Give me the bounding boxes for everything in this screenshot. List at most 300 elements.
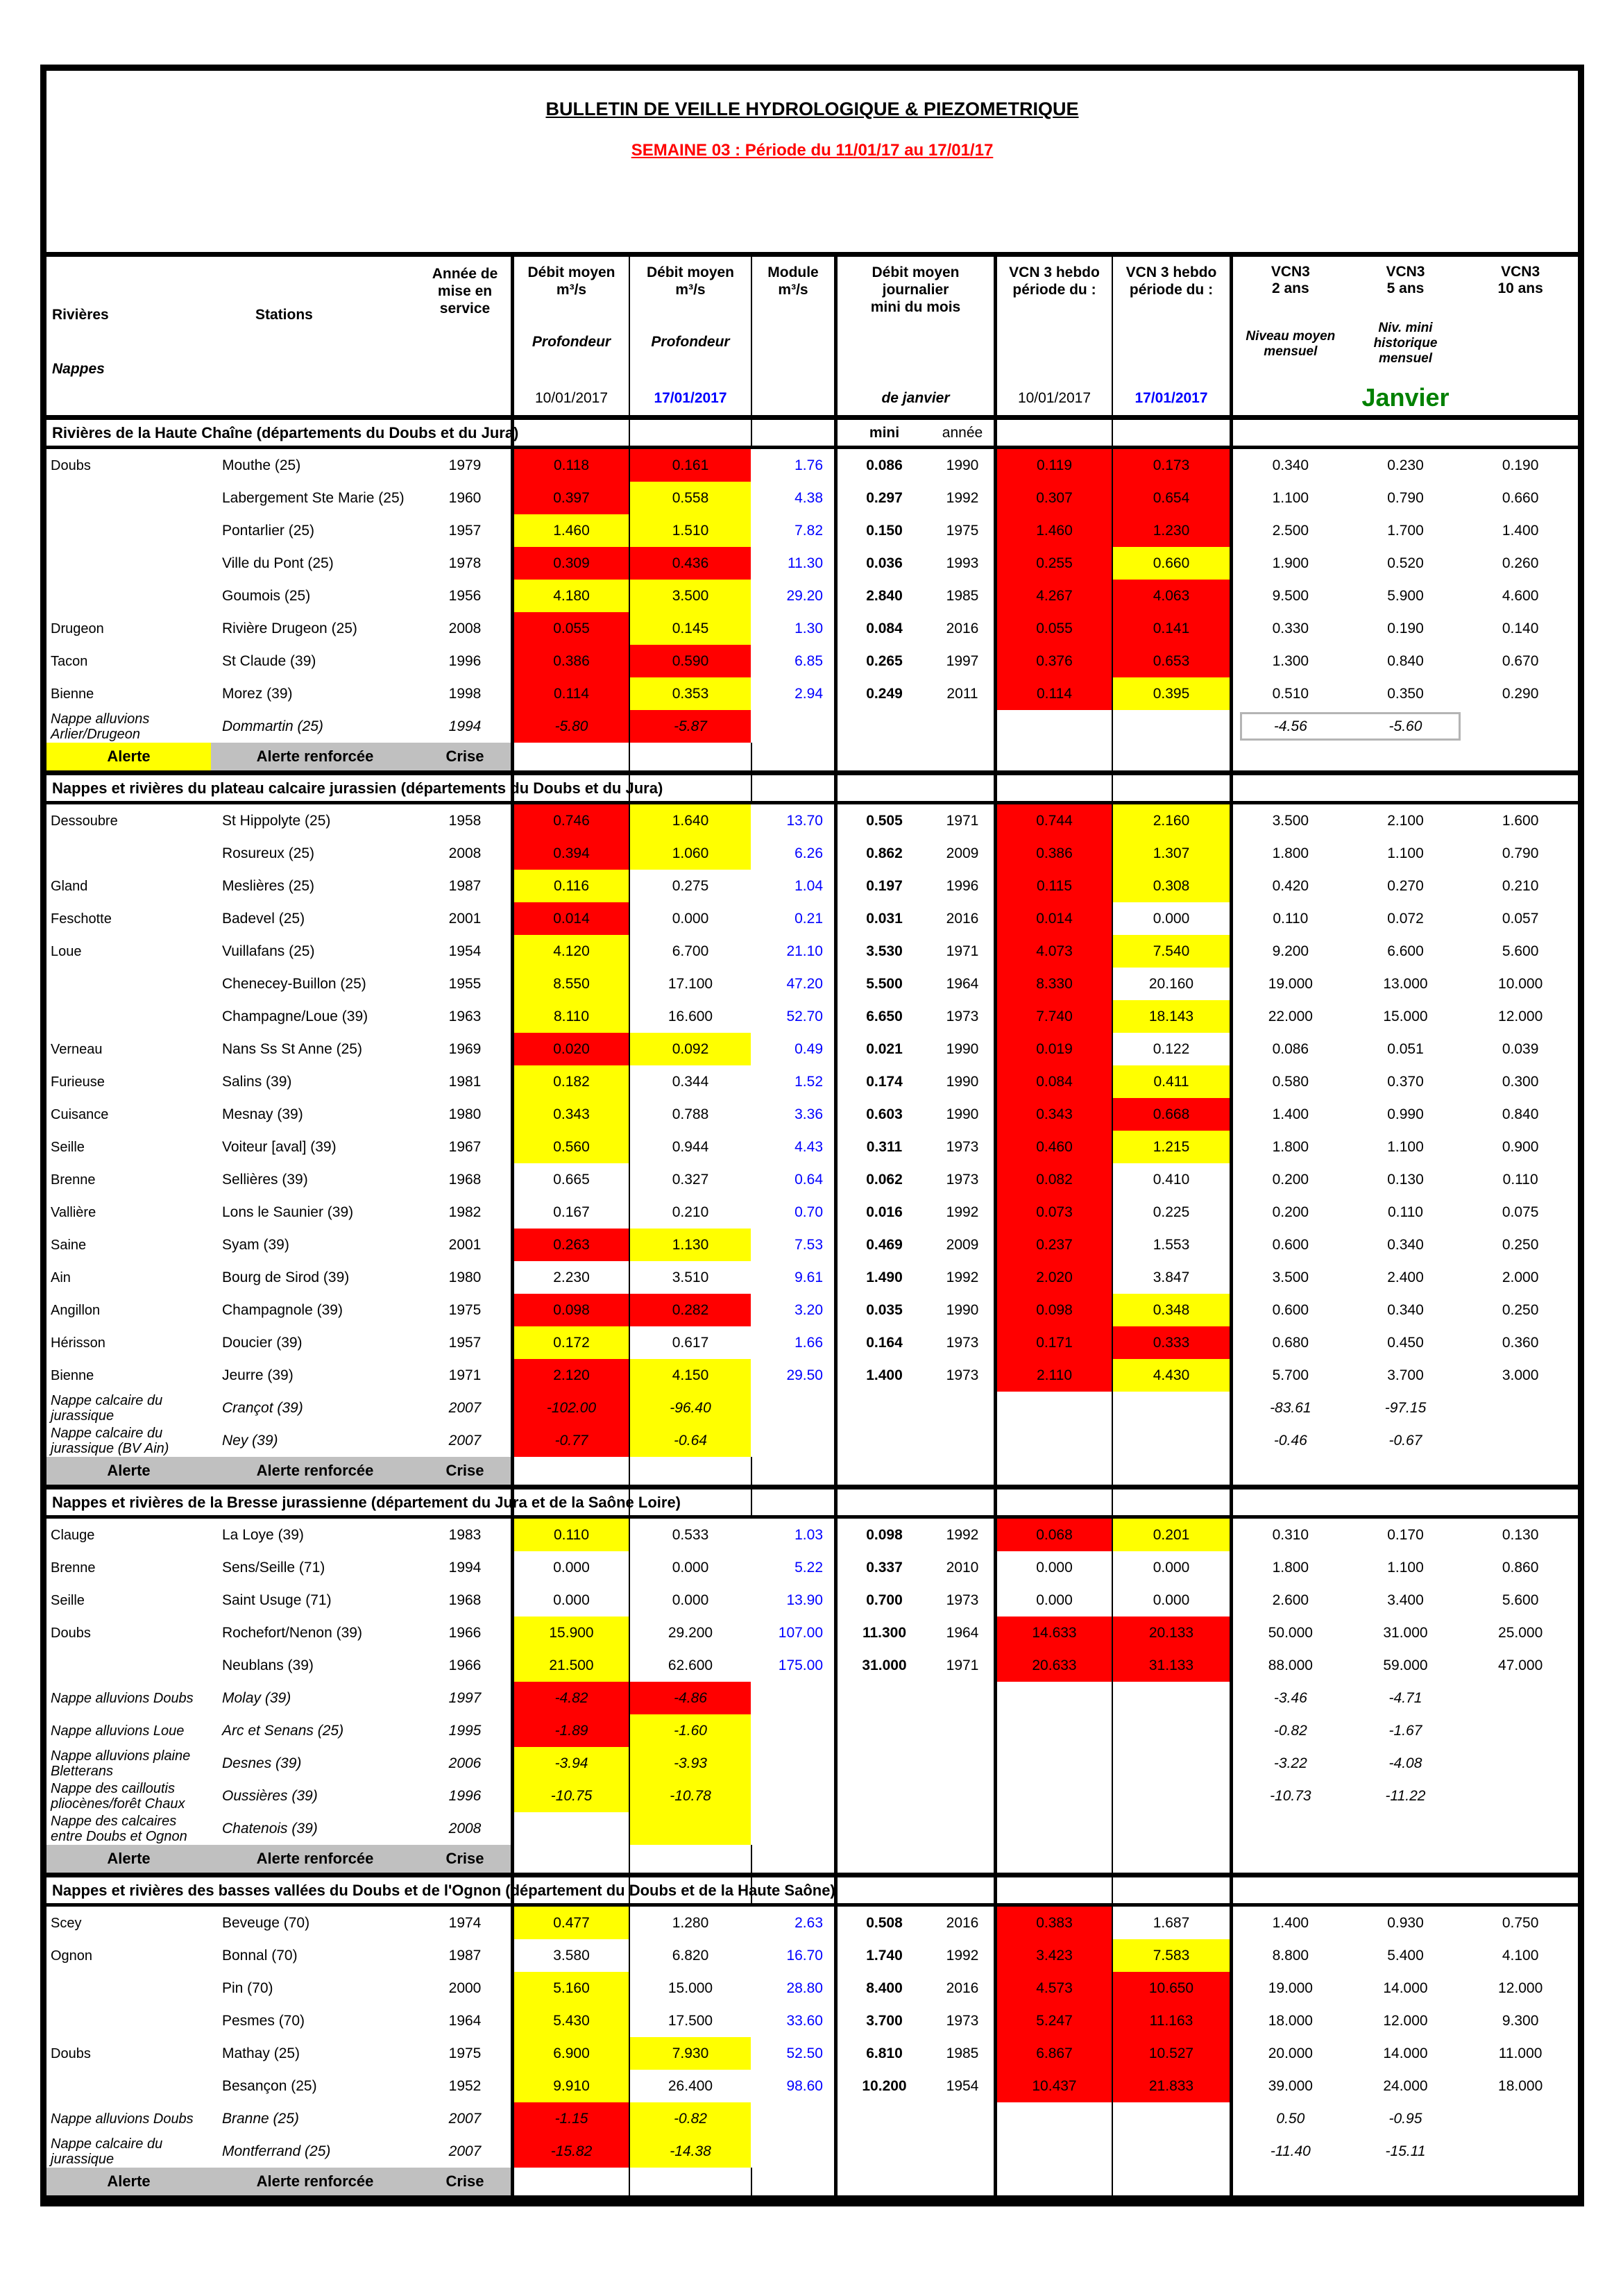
cell-riviere: Nappe alluvions Doubs — [51, 1690, 194, 1706]
cell-module — [751, 1489, 834, 1515]
cell-vcn3-10ans: 1.400 — [1502, 522, 1539, 539]
cell-debit-avg-1: -102.00 — [511, 1392, 629, 1424]
cell-vcn3-10ans: 0.300 — [1502, 1073, 1539, 1090]
cell-station: Neublans (39) — [222, 1657, 314, 1673]
cell-debit-avg-1: 8.110 — [511, 1000, 629, 1033]
header-vcn1-label: VCN 3 hebdo période du : — [1009, 264, 1100, 298]
cell-vcn3-10ans: 0.075 — [1502, 1204, 1539, 1220]
cell-debit-avg-1: 0.309 — [511, 547, 629, 580]
cell-debit-avg-1: 0.746 — [511, 804, 629, 837]
cell-vcn3-group — [1230, 2070, 1578, 2102]
cell-mini-annee: 1954 — [946, 2077, 979, 2094]
cell-vcn-hebdo-2: 1.687 — [1112, 1907, 1230, 1939]
header-annee-service — [419, 257, 511, 415]
cell-riviere — [46, 968, 211, 1000]
table-row — [46, 677, 1578, 710]
cell-vcn3-5ans: -5.60 — [1388, 718, 1422, 734]
header-debit1-label: Débit moyen m³/s — [527, 264, 615, 298]
cell-debit-avg-1: 0.665 — [511, 1163, 629, 1196]
cell-annee: 1995 — [448, 1722, 482, 1739]
table-row — [46, 2135, 1578, 2168]
cell-debit-avg-2: -0.82 — [629, 2102, 751, 2135]
cell-vcn-hebdo-1: 0.460 — [994, 1131, 1112, 1163]
cell-module: 0.70 — [794, 1204, 823, 1220]
cell-vcn3-group — [1230, 1163, 1578, 1196]
cell-annee: 1971 — [448, 1367, 482, 1383]
cell-debit-avg-2 — [629, 775, 751, 801]
cell-riviere: Gland — [51, 878, 88, 894]
cell-debit-avg-2: 1.060 — [629, 837, 751, 870]
cell-mini-journalier: 0.174 — [866, 1073, 903, 1090]
cell-vcn3-5ans: 0.520 — [1387, 555, 1424, 571]
cell-riviere: Loue — [51, 943, 82, 959]
cell-station: Pontarlier (25) — [222, 522, 315, 539]
cell-vcn-hebdo-1: 0.068 — [994, 1519, 1112, 1551]
cell-annee: 2008 — [448, 845, 482, 861]
cell-riviere: Brenne — [51, 1172, 96, 1188]
cell-vcn-hebdo-2 — [1112, 775, 1230, 801]
cell-vcn-hebdo-2: 0.000 — [1112, 1551, 1230, 1584]
cell-annee: 1968 — [448, 1592, 482, 1608]
cell-vcn3-2ans: -0.46 — [1273, 1432, 1307, 1449]
header-vcn-hebdo-1 — [994, 257, 1112, 415]
cell-vcn3-10ans: 0.210 — [1502, 877, 1539, 894]
cell-mini-journalier: 0.508 — [866, 1914, 903, 1931]
cell-debit-avg-1: 0.014 — [511, 902, 629, 935]
cell-vcn3-5ans: 6.600 — [1387, 943, 1424, 959]
cell-mini-group — [834, 743, 994, 770]
cell-vcn3-2ans: 39.000 — [1268, 2077, 1313, 2094]
cell-vcn-hebdo-2: 2.160 — [1112, 804, 1230, 837]
cell-vcn3-5ans: 1.100 — [1387, 1138, 1424, 1155]
cell-module — [751, 1714, 834, 1747]
cell-vcn3-5ans: 5.400 — [1387, 1947, 1424, 1964]
cell-vcn3-2ans: 0.330 — [1272, 620, 1309, 636]
cell-vcn3-2ans: 0.200 — [1272, 1204, 1309, 1220]
cell-mini-journalier: 0.469 — [866, 1236, 903, 1253]
cell-vcn3-2ans: 1.900 — [1272, 555, 1309, 571]
cell-mini-journalier: 1.400 — [866, 1367, 903, 1383]
cell-mini-journalier: 0.603 — [866, 1106, 903, 1122]
cell-station: Morez (39) — [222, 685, 293, 702]
cell-vcn-hebdo-1: 4.573 — [994, 1972, 1112, 2004]
cell-vcn3-group — [1230, 1877, 1578, 1903]
cell-annee: 1964 — [448, 2012, 482, 2029]
header-vcn3-5ans-label: VCN3 5 ans — [1386, 264, 1425, 296]
legend-alerte-renforcee: Alerte renforcée — [211, 1457, 419, 1485]
cell-vcn3-2ans: 9.200 — [1272, 943, 1309, 959]
cell-vcn3-2ans: 0.580 — [1272, 1073, 1309, 1090]
cell-vcn-hebdo-1: 0.237 — [994, 1229, 1112, 1261]
cell-mini-annee: 1992 — [946, 489, 979, 506]
cell-mini-annee: 1964 — [946, 1624, 979, 1641]
cell-vcn3-2ans: 1.800 — [1272, 845, 1309, 861]
cell-module: 0.49 — [794, 1040, 823, 1057]
cell-vcn3-2ans: 1.300 — [1272, 652, 1309, 669]
cell-annee: 2001 — [448, 1236, 482, 1253]
cell-debit-avg-2: 1.640 — [629, 804, 751, 837]
cell-mini-group — [834, 420, 994, 446]
mini-header-label: mini — [869, 424, 900, 441]
cell-riviere — [46, 1649, 211, 1682]
cell-vcn3-2ans: 0.680 — [1272, 1334, 1309, 1351]
cell-vcn3-2ans: 9.500 — [1272, 587, 1309, 604]
cell-vcn3-10ans: 0.260 — [1502, 555, 1539, 571]
cell-mini-group — [834, 482, 994, 514]
cell-vcn-hebdo-1: 0.376 — [994, 645, 1112, 677]
cell-vcn3-10ans: 0.039 — [1502, 1040, 1539, 1057]
cell-riviere — [46, 514, 211, 547]
cell-riviere: Seille — [51, 1592, 85, 1608]
cell-annee: 1975 — [448, 1301, 482, 1318]
cell-annee: 1987 — [448, 1947, 482, 1964]
cell-riviere: Nappe alluvions Arlier/Drugeon — [51, 711, 150, 742]
cell-annee: 1967 — [448, 1138, 482, 1155]
cell-vcn-hebdo-2 — [1112, 710, 1230, 743]
cell-debit-avg-1: -1.89 — [511, 1714, 629, 1747]
cell-module — [751, 743, 834, 770]
cell-module — [751, 1457, 834, 1485]
cell-annee: 1979 — [448, 457, 482, 473]
cell-vcn3-2ans: 1.800 — [1272, 1138, 1309, 1155]
cell-mini-group — [834, 1812, 994, 1845]
cell-debit-avg-2: 4.150 — [629, 1359, 751, 1392]
cell-annee: 2007 — [448, 2110, 482, 2127]
cell-mini-group — [834, 1489, 994, 1515]
cell-mini-annee: 1992 — [946, 1204, 979, 1220]
cell-mini-group — [834, 1714, 994, 1747]
cell-debit-avg-2: 1.280 — [629, 1907, 751, 1939]
cell-module: 4.38 — [794, 489, 823, 506]
cell-vcn-hebdo-1 — [994, 1747, 1112, 1780]
cell-debit-avg-1: 0.263 — [511, 1229, 629, 1261]
legend-row — [46, 743, 1578, 775]
cell-vcn3-group — [1230, 1682, 1578, 1714]
cell-vcn-hebdo-1 — [994, 1424, 1112, 1457]
cell-mini-journalier: 0.036 — [866, 555, 903, 571]
cell-vcn-hebdo-1: 0.055 — [994, 612, 1112, 645]
cell-debit-avg-1: -5.80 — [511, 710, 629, 743]
cell-station: Crançot (39) — [222, 1399, 303, 1416]
cell-mini-journalier: 0.098 — [866, 1526, 903, 1543]
cell-mini-annee: 1964 — [946, 975, 979, 992]
cell-vcn3-group — [1230, 1457, 1578, 1485]
cell-vcn3-5ans: -4.08 — [1388, 1755, 1422, 1771]
cell-vcn-hebdo-1: 0.073 — [994, 1196, 1112, 1229]
cell-vcn3-group — [1230, 1489, 1578, 1515]
cell-vcn3-5ans: 59.000 — [1383, 1657, 1428, 1673]
cell-vcn-hebdo-1 — [994, 2135, 1112, 2168]
cell-mini-group — [834, 1649, 994, 1682]
cell-vcn-hebdo-1 — [994, 420, 1112, 446]
table-row — [46, 2070, 1578, 2102]
legend-alerte-renforcee: Alerte renforcée — [211, 1845, 419, 1873]
header-rivieres-nappes — [46, 257, 211, 415]
cell-mini-group — [834, 1098, 994, 1131]
cell-riviere: Doubs — [51, 2045, 91, 2061]
cell-vcn3-10ans: 0.840 — [1502, 1106, 1539, 1122]
cell-station: Dommartin (25) — [222, 718, 323, 734]
cell-mini-group — [834, 612, 994, 645]
table-row — [46, 1551, 1578, 1584]
cell-vcn-hebdo-2: 20.160 — [1112, 968, 1230, 1000]
cell-vcn3-group — [1230, 2135, 1578, 2168]
cell-vcn-hebdo-2 — [1112, 1780, 1230, 1812]
cell-riviere — [46, 2004, 211, 2037]
cell-annee: 1975 — [448, 2045, 482, 2061]
cell-module: 52.50 — [786, 2045, 823, 2061]
cell-vcn3-2ans: -3.22 — [1273, 1755, 1307, 1771]
cell-riviere — [46, 482, 211, 514]
cell-debit-avg-2 — [629, 1457, 751, 1485]
cell-vcn-hebdo-2: 11.163 — [1112, 2004, 1230, 2037]
table-row — [46, 2004, 1578, 2037]
cell-mini-group — [834, 870, 994, 902]
cell-mini-group — [834, 902, 994, 935]
header-vcn2-label: VCN 3 hebdo période du : — [1125, 264, 1217, 298]
cell-debit-avg-1: 5.160 — [511, 1972, 629, 2004]
cell-module — [751, 1392, 834, 1424]
cell-riviere: Tacon — [51, 653, 88, 669]
cell-annee: 2008 — [448, 620, 482, 636]
cell-riviere: Clauge — [51, 1527, 95, 1543]
cell-vcn-hebdo-2 — [1112, 1877, 1230, 1903]
cell-station: Chenecey-Buillon (25) — [222, 975, 366, 992]
cell-vcn3-2ans: 0.600 — [1272, 1236, 1309, 1253]
cell-vcn3-group — [1230, 1780, 1578, 1812]
cell-vcn3-5ans: 1.100 — [1387, 1559, 1424, 1576]
cell-mini-group — [834, 580, 994, 612]
cell-vcn-hebdo-2 — [1112, 2168, 1230, 2195]
cell-mini-group — [834, 1294, 994, 1326]
cell-vcn3-5ans: 3.700 — [1387, 1367, 1424, 1383]
cell-debit-avg-2: -0.64 — [629, 1424, 751, 1457]
cell-vcn-hebdo-2: 0.173 — [1112, 449, 1230, 482]
cell-vcn3-10ans: 0.660 — [1502, 489, 1539, 506]
cell-mini-group — [834, 1261, 994, 1294]
cell-mini-journalier: 0.021 — [866, 1040, 903, 1057]
cell-riviere: Nappe calcaire du jurassique (BV Ain) — [51, 1425, 169, 1456]
cell-vcn-hebdo-1: 0.744 — [994, 804, 1112, 837]
cell-debit-avg-2: 17.500 — [629, 2004, 751, 2037]
cell-mini-group — [834, 837, 994, 870]
cell-annee: 1957 — [448, 1334, 482, 1351]
cell-vcn3-2ans: 0.110 — [1273, 910, 1309, 927]
cell-vcn3-group — [1230, 2102, 1578, 2135]
cell-vcn3-group — [1230, 1131, 1578, 1163]
cell-mini-annee: 1990 — [946, 1073, 979, 1090]
cell-module: 1.52 — [794, 1073, 823, 1090]
title-block — [46, 71, 1578, 257]
cell-riviere: Scey — [51, 1915, 82, 1931]
cell-mini-annee: 1985 — [946, 587, 979, 604]
header-janvier-label: Janvier — [1361, 383, 1450, 412]
cell-riviere: Drugeon — [51, 621, 104, 636]
cell-vcn3-5ans: 24.000 — [1383, 2077, 1428, 2094]
cell-mini-annee: 2011 — [946, 685, 978, 702]
cell-vcn3-10ans — [1463, 710, 1578, 743]
cell-vcn3-2ans: 22.000 — [1268, 1008, 1313, 1024]
cell-vcn3-5ans: 2.100 — [1387, 812, 1424, 829]
cell-vcn3-group — [1230, 1907, 1578, 1939]
header-vcn3-2ans-label: VCN3 2 ans — [1271, 264, 1310, 296]
cell-debit-avg-2: 0.944 — [629, 1131, 751, 1163]
bulletin-title: BULLETIN DE VEILLE HYDROLOGIQUE & PIEZOMETRIQUE — [545, 99, 1079, 119]
cell-station: Doucier (39) — [222, 1334, 303, 1351]
cell-debit-avg-1: 0.560 — [511, 1131, 629, 1163]
cell-vcn3-10ans: 0.860 — [1502, 1559, 1539, 1576]
cell-vcn3-group — [1230, 2037, 1578, 2070]
cell-vcn3-2ans: 2.600 — [1272, 1592, 1309, 1608]
cell-vcn3-group — [1230, 1551, 1578, 1584]
cell-vcn3-5ans: 3.400 — [1387, 1592, 1424, 1608]
cell-module: 6.85 — [794, 652, 823, 669]
cell-vcn3-2ans: 0.600 — [1272, 1301, 1309, 1318]
cell-vcn3-2ans: -4.56 — [1273, 718, 1307, 734]
cell-mini-group — [834, 514, 994, 547]
cell-debit-avg-1: 15.900 — [511, 1617, 629, 1649]
cell-module: 1.04 — [794, 877, 823, 894]
cell-riviere: Nappe alluvions plaine Bletterans — [51, 1748, 191, 1779]
cell-mini-group — [834, 935, 994, 968]
cell-debit-avg-1 — [511, 1812, 629, 1845]
cell-vcn3-group — [1230, 1584, 1578, 1617]
cell-station: Sens/Seille (71) — [222, 1559, 325, 1576]
cell-vcn3-group — [1230, 612, 1578, 645]
cell-module: 52.70 — [786, 1008, 823, 1024]
cell-mini-annee: 2016 — [946, 1980, 979, 1996]
cell-mini-journalier: 0.249 — [866, 685, 903, 702]
cell-vcn3-5ans: 13.000 — [1383, 975, 1428, 992]
cell-debit-avg-1: 0.000 — [511, 1584, 629, 1617]
cell-module: 5.22 — [794, 1559, 823, 1576]
cell-annee: 1978 — [448, 555, 482, 571]
cell-module: 1.03 — [794, 1526, 823, 1543]
cell-vcn3-10ans: 12.000 — [1498, 1008, 1543, 1024]
cell-debit-avg-1: 0.172 — [511, 1326, 629, 1359]
cell-riviere: Angillon — [51, 1302, 101, 1318]
cell-vcn-hebdo-2 — [1112, 1457, 1230, 1485]
cell-station: Rosureux (25) — [222, 845, 315, 861]
cell-vcn3-5ans: 0.370 — [1387, 1073, 1424, 1090]
cell-vcn3-2ans: 1.800 — [1272, 1559, 1309, 1576]
cell-mini-journalier: 1.740 — [866, 1947, 903, 1964]
cell-vcn3-2ans: 0.310 — [1272, 1526, 1309, 1543]
cell-vcn-hebdo-1 — [994, 1489, 1112, 1515]
cell-vcn3-group — [1230, 710, 1578, 743]
cell-mini-group — [834, 2004, 994, 2037]
table-row — [46, 1584, 1578, 1617]
cell-vcn-hebdo-2: 10.527 — [1112, 2037, 1230, 2070]
table-row — [46, 1065, 1578, 1098]
cell-vcn-hebdo-2 — [1112, 1812, 1230, 1845]
cell-annee: 1958 — [448, 812, 482, 829]
cell-annee: 1987 — [448, 877, 482, 894]
cell-debit-avg-1: 0.118 — [511, 449, 629, 482]
cell-vcn-hebdo-1: 0.171 — [994, 1326, 1112, 1359]
cell-mini-annee: 1990 — [946, 457, 979, 473]
cell-debit-avg-2: 15.000 — [629, 1972, 751, 2004]
cell-vcn3-2ans: 1.400 — [1272, 1914, 1309, 1931]
cell-mini-journalier: 0.505 — [866, 812, 903, 829]
cell-vcn-hebdo-1: 10.437 — [994, 2070, 1112, 2102]
cell-debit-avg-1: 0.020 — [511, 1033, 629, 1065]
cell-riviere: Nappe calcaire du jurassique — [51, 1392, 163, 1424]
cell-vcn3-2ans: -3.46 — [1273, 1689, 1307, 1706]
cell-debit-avg-1: 5.430 — [511, 2004, 629, 2037]
legend-alerte: Alerte — [46, 2168, 211, 2195]
cell-debit-avg-1: 9.910 — [511, 2070, 629, 2102]
cell-vcn3-group — [1230, 1649, 1578, 1682]
cell-vcn3-group — [1230, 2168, 1578, 2195]
cell-debit-avg-2: 1.510 — [629, 514, 751, 547]
cell-vcn3-10ans — [1463, 1424, 1578, 1457]
cell-vcn3-10ans: 47.000 — [1498, 1657, 1543, 1673]
cell-annee: 2008 — [448, 1820, 482, 1837]
cell-debit-avg-2: -1.60 — [629, 1714, 751, 1747]
cell-vcn3-group — [1230, 420, 1578, 446]
cell-vcn3-2ans: 19.000 — [1268, 1980, 1313, 1996]
cell-vcn3-group — [1230, 514, 1578, 547]
cell-riviere: Cuisance — [51, 1106, 109, 1122]
legend-row — [46, 1457, 1578, 1489]
cell-mini-group — [834, 677, 994, 710]
header-vcn1-date: 10/01/2017 — [1017, 390, 1091, 406]
cell-vcn3-2ans: 1.400 — [1272, 1106, 1309, 1122]
cell-annee: 1981 — [448, 1073, 482, 1090]
cell-module: 13.70 — [786, 812, 823, 829]
cell-debit-avg-2 — [629, 1845, 751, 1873]
cell-vcn3-group — [1230, 968, 1578, 1000]
section-title-row — [46, 1489, 1578, 1519]
cell-module: 1.30 — [794, 620, 823, 636]
cell-mini-journalier: 31.000 — [862, 1657, 907, 1673]
cell-station: Beveuge (70) — [222, 1914, 310, 1931]
cell-vcn3-5ans: 0.072 — [1387, 910, 1424, 927]
cell-mini-journalier: 0.016 — [866, 1204, 903, 1220]
cell-mini-group — [834, 1065, 994, 1098]
cell-debit-avg-1 — [511, 1845, 629, 1873]
cell-module: 175.00 — [778, 1657, 823, 1673]
cell-vcn-hebdo-1: 0.115 — [994, 870, 1112, 902]
cell-debit-avg-1: 21.500 — [511, 1649, 629, 1682]
cell-station: Saint Usuge (71) — [222, 1592, 332, 1608]
cell-vcn-hebdo-1: 0.343 — [994, 1098, 1112, 1131]
cell-vcn3-10ans — [1463, 1714, 1578, 1747]
cell-debit-avg-2: 0.327 — [629, 1163, 751, 1196]
cell-debit-avg-2: 0.558 — [629, 482, 751, 514]
cell-vcn3-10ans: 0.670 — [1502, 652, 1539, 669]
cell-riviere: Nappe des cailloutis pliocènes/forêt Chaux — [51, 1780, 185, 1812]
cell-vcn3-10ans: 18.000 — [1498, 2077, 1543, 2094]
cell-vcn-hebdo-1: 0.084 — [994, 1065, 1112, 1098]
cell-riviere: Nappe alluvions Doubs — [51, 2111, 194, 2127]
cell-mini-group — [834, 1877, 994, 1903]
cell-debit-avg-2: 0.000 — [629, 1551, 751, 1584]
cell-vcn3-group — [1230, 580, 1578, 612]
cell-debit-avg-1: 0.167 — [511, 1196, 629, 1229]
legend-crise: Crise — [419, 2168, 511, 2195]
cell-module: 2.94 — [794, 685, 823, 702]
cell-vcn3-10ans — [1463, 2135, 1578, 2168]
cell-vcn3-5ans: 14.000 — [1383, 1980, 1428, 1996]
cell-vcn3-group — [1230, 449, 1578, 482]
cell-mini-annee: 1993 — [946, 555, 979, 571]
cell-mini-annee: 1990 — [946, 1040, 979, 1057]
cell-vcn-hebdo-2 — [1112, 1392, 1230, 1424]
cell-vcn3-5ans: 15.000 — [1383, 1008, 1428, 1024]
cell-vcn-hebdo-1 — [994, 1714, 1112, 1747]
